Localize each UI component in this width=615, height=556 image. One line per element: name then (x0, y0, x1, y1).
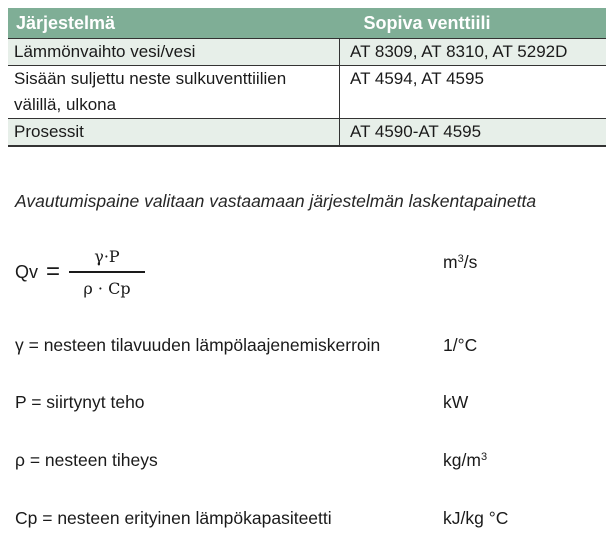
definition-label: Cp = nesteen erityinen lämpökapasiteetti (15, 508, 332, 528)
table-row (8, 39, 606, 66)
header-suitable-valve: Sopiva venttiili (340, 8, 607, 39)
formula-numerator: γ·P (94, 247, 120, 266)
definition-unit: $kg/m^3$ (443, 450, 488, 470)
row-system (8, 66, 340, 119)
row-system-line1: Sisään suljettu neste sulkuventtiilien (14, 69, 287, 88)
definition-unit: kJ/kg °C (443, 508, 509, 528)
formula-equals: = (46, 258, 61, 285)
row-valve: AT 4590-AT 4595 (340, 119, 607, 147)
row-valve: AT 4594, AT 4595 (340, 66, 607, 119)
table-row (8, 119, 606, 147)
valve-selection-table (8, 8, 606, 147)
row-system: Lämmönvaihto vesi/vesi (8, 39, 340, 66)
fraction-bar (69, 271, 145, 273)
table-header-row (8, 8, 606, 39)
definition-row-gamma (15, 335, 605, 361)
row-system: Prosessit (8, 119, 340, 147)
definition-row-density (15, 450, 605, 476)
definition-label: γ = nesteen tilavuuden lämpölaajenemiskerroin (15, 335, 381, 355)
header-system: Järjestelmä (8, 8, 340, 39)
formula-lhs: Qv (15, 262, 39, 282)
definition-row-power (15, 392, 605, 418)
definition-row-heat-capacity (15, 508, 605, 534)
row-valve: AT 8309, AT 8310, AT 5292D (340, 39, 607, 66)
row-system-line2: välillä, ulkona (14, 95, 117, 114)
table-row (8, 66, 606, 119)
formula-fraction (69, 245, 145, 301)
definition-label: P = siirtynyt teho (15, 392, 145, 412)
definition-label: ρ = nesteen tiheys (15, 450, 158, 470)
opening-pressure-note: Avautumispaine valitaan vastaamaan järjestelmän laskentapainetta (15, 191, 537, 211)
formula-denominator: ρ · Cp (83, 278, 131, 298)
formula-unit: $m^3/s$ (443, 252, 478, 272)
definition-unit: 1/°C (443, 335, 478, 355)
definition-unit: kW (443, 392, 469, 412)
